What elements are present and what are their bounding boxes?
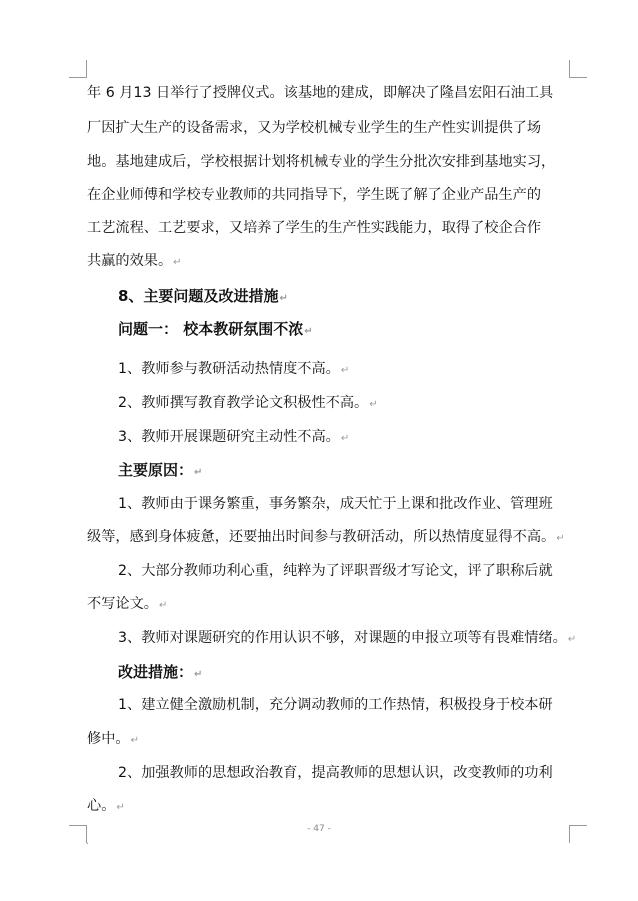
text-line: 2、教师撰写教育教学论文积极性不高。 bbox=[118, 395, 369, 411]
body-line-15 bbox=[0, 796, 638, 818]
text-line: 工艺流程、工艺要求，又培养了学生的生产性实践能力，取得了校企合作 bbox=[87, 220, 542, 236]
paragraph-mark: ↵ bbox=[194, 669, 203, 680]
heading-text: 问题一： 校本教研氛围不浓 bbox=[118, 320, 304, 338]
text-line: 3、教师开展课题研究主动性不高。 bbox=[118, 429, 340, 445]
list-item bbox=[0, 359, 638, 381]
paragraph-mark: ↵ bbox=[173, 257, 182, 268]
text-line: 修中。 bbox=[87, 731, 130, 747]
paragraph-mark: ↵ bbox=[116, 802, 125, 813]
text-line: 地。基地建成后，学校根据计划将机械专业的学生分批次安排到基地实习， bbox=[87, 154, 556, 170]
text-line: 1、教师由于课务繁重，事务繁杂，成天忙于上课和批改作业、管理班 bbox=[118, 496, 553, 512]
body-line-6 bbox=[0, 251, 638, 273]
page-number bbox=[0, 824, 638, 834]
body-line-10 bbox=[0, 594, 638, 616]
body-line-9 bbox=[0, 561, 638, 581]
heading-text: 8、主要问题及改进措施 bbox=[118, 287, 279, 305]
paragraph-mark: ↵ bbox=[567, 634, 577, 645]
text-line: 3、教师对课题研究的作用认识不够，对课题的申报立项等有畏难情绪。 bbox=[118, 630, 567, 646]
body-line-2 bbox=[0, 118, 638, 138]
text-line: 年 6 月13 日举行了授牌仪式。该基地的建成，即解决了隆昌宏阳石油工具 bbox=[87, 85, 554, 101]
text-line: 厂因扩大生产的设备需求，又为学校机械专业学生的生产性实训提供了场 bbox=[87, 120, 542, 136]
cause-heading bbox=[0, 460, 638, 483]
section-heading bbox=[0, 286, 638, 309]
body-line-11 bbox=[0, 628, 638, 650]
body-line-1 bbox=[0, 83, 638, 103]
text-line: 心。 bbox=[87, 798, 116, 814]
measure-heading bbox=[0, 662, 638, 685]
page-number-text: - 47 - bbox=[307, 824, 331, 834]
body-line-12 bbox=[0, 695, 638, 715]
paragraph-mark: . bbox=[86, 836, 90, 847]
margin-corner-top-right bbox=[569, 60, 587, 78]
heading-text: 改进措施： bbox=[118, 663, 194, 681]
text-line: 不写论文。 bbox=[87, 596, 158, 612]
text-line: 2、大部分教师功利心重，纯粹为了评职晋级才写论文，评了职称后就 bbox=[118, 563, 553, 579]
paragraph-mark: ↵ bbox=[556, 533, 565, 544]
paragraph-mark: ↵ bbox=[158, 600, 168, 611]
body-line-5 bbox=[0, 218, 638, 238]
body-line-7 bbox=[0, 494, 638, 514]
margin-corner-top-left bbox=[69, 60, 87, 78]
text-line: 2、加强教师的思想政治教育，提高教师的思想认识，改变教师的功利 bbox=[118, 765, 553, 781]
body-line-8 bbox=[0, 527, 638, 549]
paragraph-mark: ↵ bbox=[340, 365, 350, 376]
text-line: 1、教师参与教研活动热情度不高。 bbox=[118, 361, 340, 377]
text-line: 共赢的效果。 bbox=[87, 253, 173, 269]
list-item bbox=[0, 393, 638, 415]
paragraph-mark: ↵ bbox=[369, 399, 378, 410]
text-line: 1、建立健全激励机制，充分调动教师的工作热情，积极投身于校本研 bbox=[118, 697, 553, 713]
body-line-4 bbox=[0, 185, 638, 205]
paragraph-mark: ↵ bbox=[279, 293, 288, 304]
body-line-3 bbox=[0, 152, 638, 172]
paragraph-mark: ↵ bbox=[304, 326, 313, 337]
heading-text: 主要原因： bbox=[118, 461, 194, 479]
text-line: 在企业师傅和学校专业教师的共同指导下，学生既了解了企业产品生产的 bbox=[87, 187, 542, 203]
body-line-14 bbox=[0, 763, 638, 783]
paragraph-mark: ↵ bbox=[130, 735, 139, 746]
problem-heading bbox=[0, 319, 638, 342]
paragraph-mark: ↵ bbox=[194, 467, 203, 478]
body-line-13 bbox=[0, 729, 638, 751]
text-line: 级等，感到身体疲惫，还要抽出时间参与教研活动，所以热情度显得不高。 bbox=[87, 529, 556, 545]
list-item bbox=[0, 427, 638, 449]
paragraph-mark: ↵ bbox=[340, 433, 350, 444]
